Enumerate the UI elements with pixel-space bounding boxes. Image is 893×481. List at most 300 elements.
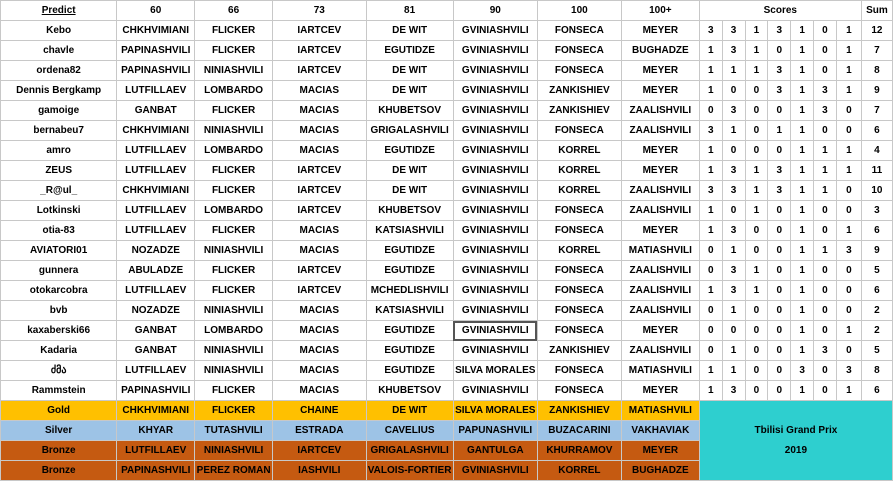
pick-cell[interactable]: PAPINASHVILI [117, 41, 195, 61]
pick-cell[interactable]: EGUTIDZE [366, 241, 453, 261]
pick-cell[interactable]: LUTFILLAEV [117, 361, 195, 381]
player-name-cell[interactable]: Lotkinski [1, 201, 117, 221]
score-cell[interactable]: 1 [699, 81, 722, 101]
pick-cell[interactable]: FONSECA [537, 301, 621, 321]
pick-cell[interactable]: LOMBARDO [195, 201, 273, 221]
pick-cell[interactable]: GVINIASHVILI [453, 181, 537, 201]
sum-cell[interactable]: 7 [861, 41, 892, 61]
category-header[interactable]: 66 [195, 1, 273, 21]
score-cell[interactable]: 1 [814, 241, 837, 261]
sum-cell[interactable]: 5 [861, 341, 892, 361]
pick-cell[interactable]: LOMBARDO [195, 141, 273, 161]
pick-cell[interactable]: NOZADZE [117, 301, 195, 321]
pick-cell[interactable]: GVINIASHVILI [453, 121, 537, 141]
pick-cell[interactable]: IARTCEV [273, 61, 366, 81]
score-cell[interactable]: 0 [814, 261, 837, 281]
sum-cell[interactable]: 4 [861, 141, 892, 161]
sum-cell[interactable]: 2 [861, 321, 892, 341]
score-cell[interactable]: 1 [836, 221, 861, 241]
player-name-cell[interactable]: Rammstein [1, 381, 117, 401]
player-name-cell[interactable]: gunnera [1, 261, 117, 281]
score-cell[interactable]: 3 [814, 81, 837, 101]
pick-cell[interactable]: LUTFILLAEV [117, 201, 195, 221]
category-header[interactable]: 90 [453, 1, 537, 21]
pick-cell[interactable]: MACIAS [273, 241, 366, 261]
score-cell[interactable]: 0 [768, 41, 791, 61]
pick-cell[interactable]: FLICKER [195, 381, 273, 401]
result-cell[interactable]: VALOIS-FORTIER [366, 461, 453, 481]
score-cell[interactable]: 0 [836, 201, 861, 221]
pick-cell[interactable]: FLICKER [195, 221, 273, 241]
pick-cell[interactable]: MEYER [621, 81, 699, 101]
score-cell[interactable]: 3 [722, 21, 745, 41]
score-cell[interactable]: 0 [814, 301, 837, 321]
score-cell[interactable]: 1 [699, 281, 722, 301]
score-cell[interactable]: 1 [791, 221, 814, 241]
score-cell[interactable]: 1 [745, 281, 768, 301]
pick-cell[interactable]: MEYER [621, 321, 699, 341]
result-cell[interactable]: TUTASHVILI [195, 421, 273, 441]
result-cell[interactable]: DE WIT [366, 401, 453, 421]
pick-cell[interactable]: GVINIASHVILI [453, 141, 537, 161]
score-cell[interactable]: 1 [745, 41, 768, 61]
score-cell[interactable]: 0 [814, 121, 837, 141]
score-cell[interactable]: 3 [814, 341, 837, 361]
result-label[interactable]: Silver [1, 421, 117, 441]
pick-cell[interactable]: GVINIASHVILI [453, 341, 537, 361]
pick-cell[interactable]: EGUTIDZE [366, 341, 453, 361]
pick-cell[interactable]: MEYER [621, 21, 699, 41]
score-cell[interactable]: 0 [699, 261, 722, 281]
pick-cell[interactable]: FONSECA [537, 281, 621, 301]
player-name-cell[interactable]: otia-83 [1, 221, 117, 241]
pick-cell[interactable]: ZAALISHVILI [621, 201, 699, 221]
result-cell[interactable]: MEYER [621, 441, 699, 461]
player-name-cell[interactable]: bvb [1, 301, 117, 321]
player-name-cell[interactable]: Kadaria [1, 341, 117, 361]
category-header[interactable]: 100 [537, 1, 621, 21]
score-cell[interactable]: 0 [722, 321, 745, 341]
score-cell[interactable]: 1 [791, 81, 814, 101]
score-cell[interactable]: 0 [814, 381, 837, 401]
pick-cell[interactable]: LOMBARDO [195, 81, 273, 101]
score-cell[interactable]: 0 [814, 281, 837, 301]
category-header[interactable]: 81 [366, 1, 453, 21]
result-cell[interactable]: KHYAR [117, 421, 195, 441]
score-cell[interactable]: 1 [836, 381, 861, 401]
score-cell[interactable]: 0 [699, 241, 722, 261]
score-cell[interactable]: 0 [814, 221, 837, 241]
result-cell[interactable]: IARTCEV [273, 441, 366, 461]
pick-cell[interactable]: FONSECA [537, 361, 621, 381]
pick-cell[interactable]: MATIASHVILI [621, 361, 699, 381]
pick-cell[interactable]: BUGHADZE [621, 41, 699, 61]
pick-cell[interactable]: GRIGALASHVILI [366, 121, 453, 141]
pick-cell[interactable]: MACIAS [273, 141, 366, 161]
score-cell[interactable]: 1 [699, 61, 722, 81]
score-cell[interactable]: 3 [722, 281, 745, 301]
pick-cell[interactable]: GANBAT [117, 341, 195, 361]
pick-cell[interactable]: FONSECA [537, 201, 621, 221]
score-cell[interactable]: 0 [699, 321, 722, 341]
score-cell[interactable]: 1 [791, 21, 814, 41]
score-cell[interactable]: 3 [722, 41, 745, 61]
pick-cell[interactable]: FLICKER [195, 101, 273, 121]
player-name-cell[interactable]: AVIATORI01 [1, 241, 117, 261]
score-cell[interactable]: 3 [814, 101, 837, 121]
pick-cell[interactable]: MEYER [621, 61, 699, 81]
pick-cell[interactable]: MEYER [621, 141, 699, 161]
result-cell[interactable]: GANTULGA [453, 441, 537, 461]
pick-cell[interactable]: NINIASHVILI [195, 241, 273, 261]
pick-cell[interactable]: LUTFILLAEV [117, 141, 195, 161]
pick-cell[interactable]: GVINIASHVILI [453, 241, 537, 261]
sum-cell[interactable]: 10 [861, 181, 892, 201]
score-cell[interactable]: 0 [768, 281, 791, 301]
score-cell[interactable]: 1 [791, 161, 814, 181]
score-cell[interactable]: 0 [699, 301, 722, 321]
score-cell[interactable]: 0 [814, 41, 837, 61]
score-cell[interactable]: 0 [836, 121, 861, 141]
score-cell[interactable]: 0 [814, 21, 837, 41]
score-cell[interactable]: 1 [745, 161, 768, 181]
result-cell[interactable]: BUGHADZE [621, 461, 699, 481]
score-cell[interactable]: 1 [791, 181, 814, 201]
score-cell[interactable]: 0 [745, 81, 768, 101]
pick-cell[interactable]: FONSECA [537, 61, 621, 81]
score-cell[interactable]: 1 [791, 201, 814, 221]
pick-cell[interactable]: IARTCEV [273, 41, 366, 61]
score-cell[interactable]: 1 [791, 341, 814, 361]
player-name-cell[interactable]: gamoige [1, 101, 117, 121]
score-cell[interactable]: 0 [814, 321, 837, 341]
score-cell[interactable]: 0 [745, 141, 768, 161]
sum-cell[interactable]: 7 [861, 101, 892, 121]
score-cell[interactable]: 3 [768, 181, 791, 201]
player-name-cell[interactable]: _R@ul_ [1, 181, 117, 201]
score-cell[interactable]: 1 [791, 381, 814, 401]
predict-header[interactable]: Predict [1, 1, 117, 21]
score-cell[interactable]: 1 [791, 321, 814, 341]
result-cell[interactable]: GRIGALASHVILI [366, 441, 453, 461]
score-cell[interactable]: 0 [768, 341, 791, 361]
score-cell[interactable]: 1 [836, 141, 861, 161]
pick-cell[interactable]: LOMBARDO [195, 321, 273, 341]
score-cell[interactable]: 3 [699, 181, 722, 201]
score-cell[interactable]: 1 [722, 301, 745, 321]
score-cell[interactable]: 1 [791, 141, 814, 161]
pick-cell[interactable]: FONSECA [537, 221, 621, 241]
pick-cell[interactable]: NINIASHVILI [195, 61, 273, 81]
sum-cell[interactable]: 5 [861, 261, 892, 281]
player-name-cell[interactable]: Kebo [1, 21, 117, 41]
pick-cell[interactable]: FONSECA [537, 381, 621, 401]
sum-cell[interactable]: 8 [861, 361, 892, 381]
score-cell[interactable]: 1 [745, 21, 768, 41]
pick-cell[interactable]: FONSECA [537, 121, 621, 141]
pick-cell[interactable]: PAPINASHVILI [117, 61, 195, 81]
pick-cell[interactable]: FONSECA [537, 21, 621, 41]
score-cell[interactable]: 1 [699, 141, 722, 161]
score-cell[interactable]: 1 [791, 261, 814, 281]
pick-cell[interactable]: FLICKER [195, 261, 273, 281]
result-cell[interactable]: MATIASHVILI [621, 401, 699, 421]
score-cell[interactable]: 1 [791, 281, 814, 301]
pick-cell[interactable]: MACIAS [273, 101, 366, 121]
pick-cell[interactable]: GVINIASHVILI [453, 221, 537, 241]
pick-cell[interactable]: LUTFILLAEV [117, 221, 195, 241]
pick-cell[interactable]: KHUBETSOV [366, 201, 453, 221]
score-cell[interactable]: 0 [745, 121, 768, 141]
pick-cell[interactable]: DE WIT [366, 181, 453, 201]
score-cell[interactable]: 0 [745, 381, 768, 401]
score-cell[interactable]: 0 [745, 101, 768, 121]
pick-cell[interactable]: NINIASHVILI [195, 361, 273, 381]
score-cell[interactable]: 1 [814, 181, 837, 201]
pick-cell[interactable]: MACIAS [273, 361, 366, 381]
score-cell[interactable]: 1 [699, 201, 722, 221]
score-cell[interactable]: 1 [836, 41, 861, 61]
sum-cell[interactable]: 6 [861, 281, 892, 301]
score-cell[interactable]: 1 [699, 381, 722, 401]
score-cell[interactable]: 3 [768, 61, 791, 81]
score-cell[interactable]: 0 [836, 101, 861, 121]
score-cell[interactable]: 0 [745, 321, 768, 341]
pick-cell[interactable]: IARTCEV [273, 201, 366, 221]
result-cell[interactable]: LUTFILLAEV [117, 441, 195, 461]
pick-cell[interactable]: MATIASHVILI [621, 241, 699, 261]
pick-cell[interactable]: GVINIASHVILI [453, 281, 537, 301]
player-name-cell[interactable]: amro [1, 141, 117, 161]
score-cell[interactable]: 0 [699, 101, 722, 121]
pick-cell[interactable]: KORREL [537, 241, 621, 261]
score-cell[interactable]: 0 [768, 221, 791, 241]
score-cell[interactable]: 1 [836, 161, 861, 181]
pick-cell[interactable]: IARTCEV [273, 161, 366, 181]
sum-cell[interactable]: 8 [861, 61, 892, 81]
pick-cell[interactable]: ZAALISHVILI [621, 261, 699, 281]
result-cell[interactable]: KORREL [537, 461, 621, 481]
pick-cell[interactable]: IARTCEV [273, 21, 366, 41]
score-cell[interactable]: 1 [722, 361, 745, 381]
pick-cell[interactable]: FLICKER [195, 161, 273, 181]
score-cell[interactable]: 1 [699, 161, 722, 181]
pick-cell[interactable]: GANBAT [117, 321, 195, 341]
pick-cell[interactable]: FLICKER [195, 41, 273, 61]
score-cell[interactable]: 3 [836, 361, 861, 381]
score-cell[interactable]: 0 [814, 201, 837, 221]
pick-cell[interactable]: ZANKISHIEV [537, 101, 621, 121]
score-cell[interactable]: 1 [722, 341, 745, 361]
pick-cell[interactable]: GVINIASHVILI [453, 381, 537, 401]
pick-cell[interactable]: CHKHVIMIANI [117, 121, 195, 141]
sum-cell[interactable]: 9 [861, 81, 892, 101]
score-cell[interactable]: 1 [836, 321, 861, 341]
score-cell[interactable]: 1 [791, 121, 814, 141]
result-cell[interactable]: SILVA MORALES [453, 401, 537, 421]
pick-cell[interactable]: GVINIASHVILI [453, 21, 537, 41]
score-cell[interactable]: 1 [745, 61, 768, 81]
score-cell[interactable]: 0 [745, 361, 768, 381]
pick-cell[interactable]: KORREL [537, 181, 621, 201]
category-header[interactable]: 100+ [621, 1, 699, 21]
score-cell[interactable]: 3 [699, 121, 722, 141]
pick-cell[interactable]: MEYER [621, 381, 699, 401]
pick-cell[interactable]: LUTFILLAEV [117, 281, 195, 301]
sum-cell[interactable]: 12 [861, 21, 892, 41]
pick-cell[interactable]: EGUTIDZE [366, 141, 453, 161]
pick-cell[interactable]: GVINIASHVILI [453, 61, 537, 81]
pick-cell[interactable]: DE WIT [366, 21, 453, 41]
result-cell[interactable]: ESTRADA [273, 421, 366, 441]
pick-cell[interactable]: KATSIASHVILI [366, 301, 453, 321]
pick-cell[interactable]: ZAALISHVILI [621, 301, 699, 321]
result-label[interactable]: Gold [1, 401, 117, 421]
result-cell[interactable]: CHKHVIMIANI [117, 401, 195, 421]
pick-cell[interactable]: SILVA MORALES [453, 361, 537, 381]
pick-cell[interactable]: GANBAT [117, 101, 195, 121]
score-cell[interactable]: 1 [836, 21, 861, 41]
pick-cell[interactable]: GVINIASHVILI [453, 101, 537, 121]
pick-cell[interactable]: EGUTIDZE [366, 261, 453, 281]
score-cell[interactable]: 0 [768, 261, 791, 281]
result-cell[interactable]: GVINIASHVILI [453, 461, 537, 481]
pick-cell[interactable]: KORREL [537, 141, 621, 161]
score-cell[interactable]: 1 [699, 361, 722, 381]
pick-cell[interactable]: MACIAS [273, 301, 366, 321]
pick-cell[interactable]: LUTFILLAEV [117, 81, 195, 101]
pick-cell[interactable]: CHKHVIMIANI [117, 21, 195, 41]
scores-header[interactable]: Scores [699, 1, 861, 21]
pick-cell[interactable]: FONSECA [537, 321, 621, 341]
player-name-cell[interactable]: kaxaberski66 [1, 321, 117, 341]
result-cell[interactable]: CHAINE [273, 401, 366, 421]
pick-cell[interactable]: GVINIASHVILI [453, 81, 537, 101]
score-cell[interactable]: 0 [836, 301, 861, 321]
score-cell[interactable]: 1 [745, 261, 768, 281]
score-cell[interactable]: 0 [814, 61, 837, 81]
pick-cell[interactable]: GVINIASHVILI [453, 161, 537, 181]
result-cell[interactable]: NINIASHVILI [195, 441, 273, 461]
sum-cell[interactable]: 6 [861, 381, 892, 401]
score-cell[interactable]: 0 [722, 141, 745, 161]
result-label[interactable]: Bronze [1, 441, 117, 461]
pick-cell[interactable]: EGUTIDZE [366, 361, 453, 381]
sum-cell[interactable]: 2 [861, 301, 892, 321]
score-cell[interactable]: 0 [722, 201, 745, 221]
category-header[interactable]: 73 [273, 1, 366, 21]
score-cell[interactable]: 1 [791, 61, 814, 81]
score-cell[interactable]: 0 [745, 241, 768, 261]
pick-cell[interactable]: MEYER [621, 161, 699, 181]
score-cell[interactable]: 0 [722, 81, 745, 101]
sum-cell[interactable]: 6 [861, 221, 892, 241]
score-cell[interactable]: 0 [836, 341, 861, 361]
pick-cell[interactable]: FONSECA [537, 41, 621, 61]
pick-cell[interactable]: GVINIASHVILI [453, 41, 537, 61]
score-cell[interactable]: 1 [699, 41, 722, 61]
category-header[interactable]: 60 [117, 1, 195, 21]
score-cell[interactable]: 0 [768, 201, 791, 221]
player-name-cell[interactable]: chavle [1, 41, 117, 61]
result-cell[interactable]: IASHVILI [273, 461, 366, 481]
score-cell[interactable]: 0 [814, 361, 837, 381]
pick-cell[interactable]: MACIAS [273, 121, 366, 141]
result-cell[interactable]: CAVELIUS [366, 421, 453, 441]
score-cell[interactable]: 0 [836, 181, 861, 201]
pick-cell[interactable]: ZAALISHVILI [621, 101, 699, 121]
score-cell[interactable]: 0 [768, 361, 791, 381]
pick-cell[interactable]: CHKHVIMIANI [117, 181, 195, 201]
result-cell[interactable]: VAKHAVIAK [621, 421, 699, 441]
pick-cell[interactable]: KATSIASHVILI [366, 221, 453, 241]
player-name-cell[interactable]: Dennis Bergkamp [1, 81, 117, 101]
pick-cell[interactable]: KHUBETSOV [366, 101, 453, 121]
score-cell[interactable]: 3 [722, 101, 745, 121]
score-cell[interactable]: 0 [745, 221, 768, 241]
score-cell[interactable]: 3 [768, 81, 791, 101]
pick-cell[interactable]: LUTFILLAEV [117, 161, 195, 181]
score-cell[interactable]: 3 [722, 181, 745, 201]
pick-cell[interactable]: ZAALISHVILI [621, 341, 699, 361]
pick-cell[interactable]: MCHEDLISHVILI [366, 281, 453, 301]
player-name-cell[interactable]: ZEUS [1, 161, 117, 181]
score-cell[interactable]: 0 [768, 321, 791, 341]
pick-cell[interactable]: IARTCEV [273, 281, 366, 301]
score-cell[interactable]: 1 [791, 301, 814, 321]
pick-cell[interactable]: ZAALISHVILI [621, 281, 699, 301]
pick-cell[interactable]: NINIASHVILI [195, 121, 273, 141]
pick-cell[interactable]: FLICKER [195, 181, 273, 201]
score-cell[interactable]: 1 [745, 181, 768, 201]
score-cell[interactable]: 0 [836, 281, 861, 301]
result-cell[interactable]: PAPUNASHVILI [453, 421, 537, 441]
pick-cell[interactable]: ABULADZE [117, 261, 195, 281]
pick-cell[interactable]: MACIAS [273, 81, 366, 101]
pick-cell[interactable]: KHUBETSOV [366, 381, 453, 401]
player-name-cell[interactable]: ძმა [1, 361, 117, 381]
score-cell[interactable]: 1 [791, 241, 814, 261]
pick-cell[interactable]: IARTCEV [273, 261, 366, 281]
pick-cell[interactable]: GVINIASHVILI [453, 301, 537, 321]
pick-cell[interactable]: ZANKISHIEV [537, 341, 621, 361]
player-name-cell[interactable]: bernabeu7 [1, 121, 117, 141]
score-cell[interactable]: 3 [699, 21, 722, 41]
sum-cell[interactable]: 3 [861, 201, 892, 221]
sum-cell[interactable]: 6 [861, 121, 892, 141]
score-cell[interactable]: 0 [768, 301, 791, 321]
pick-cell[interactable]: PAPINASHVILI [117, 381, 195, 401]
pick-cell[interactable]: ZAALISHVILI [621, 121, 699, 141]
pick-cell[interactable]: IARTCEV [273, 181, 366, 201]
score-cell[interactable]: 3 [722, 261, 745, 281]
result-cell[interactable]: BUZACARINI [537, 421, 621, 441]
score-cell[interactable]: 1 [791, 41, 814, 61]
score-cell[interactable]: 3 [768, 161, 791, 181]
score-cell[interactable]: 1 [745, 201, 768, 221]
score-cell[interactable]: 1 [722, 121, 745, 141]
sum-cell[interactable]: 9 [861, 241, 892, 261]
result-label[interactable]: Bronze [1, 461, 117, 481]
pick-cell[interactable]: ZAALISHVILI [621, 181, 699, 201]
pick-cell[interactable]: GVINIASHVILI [453, 201, 537, 221]
score-cell[interactable]: 1 [722, 241, 745, 261]
result-cell[interactable]: PAPINASHVILI [117, 461, 195, 481]
score-cell[interactable]: 1 [722, 61, 745, 81]
pick-cell[interactable]: ZANKISHIEV [537, 81, 621, 101]
pick-cell[interactable]: DE WIT [366, 61, 453, 81]
score-cell[interactable]: 1 [699, 221, 722, 241]
